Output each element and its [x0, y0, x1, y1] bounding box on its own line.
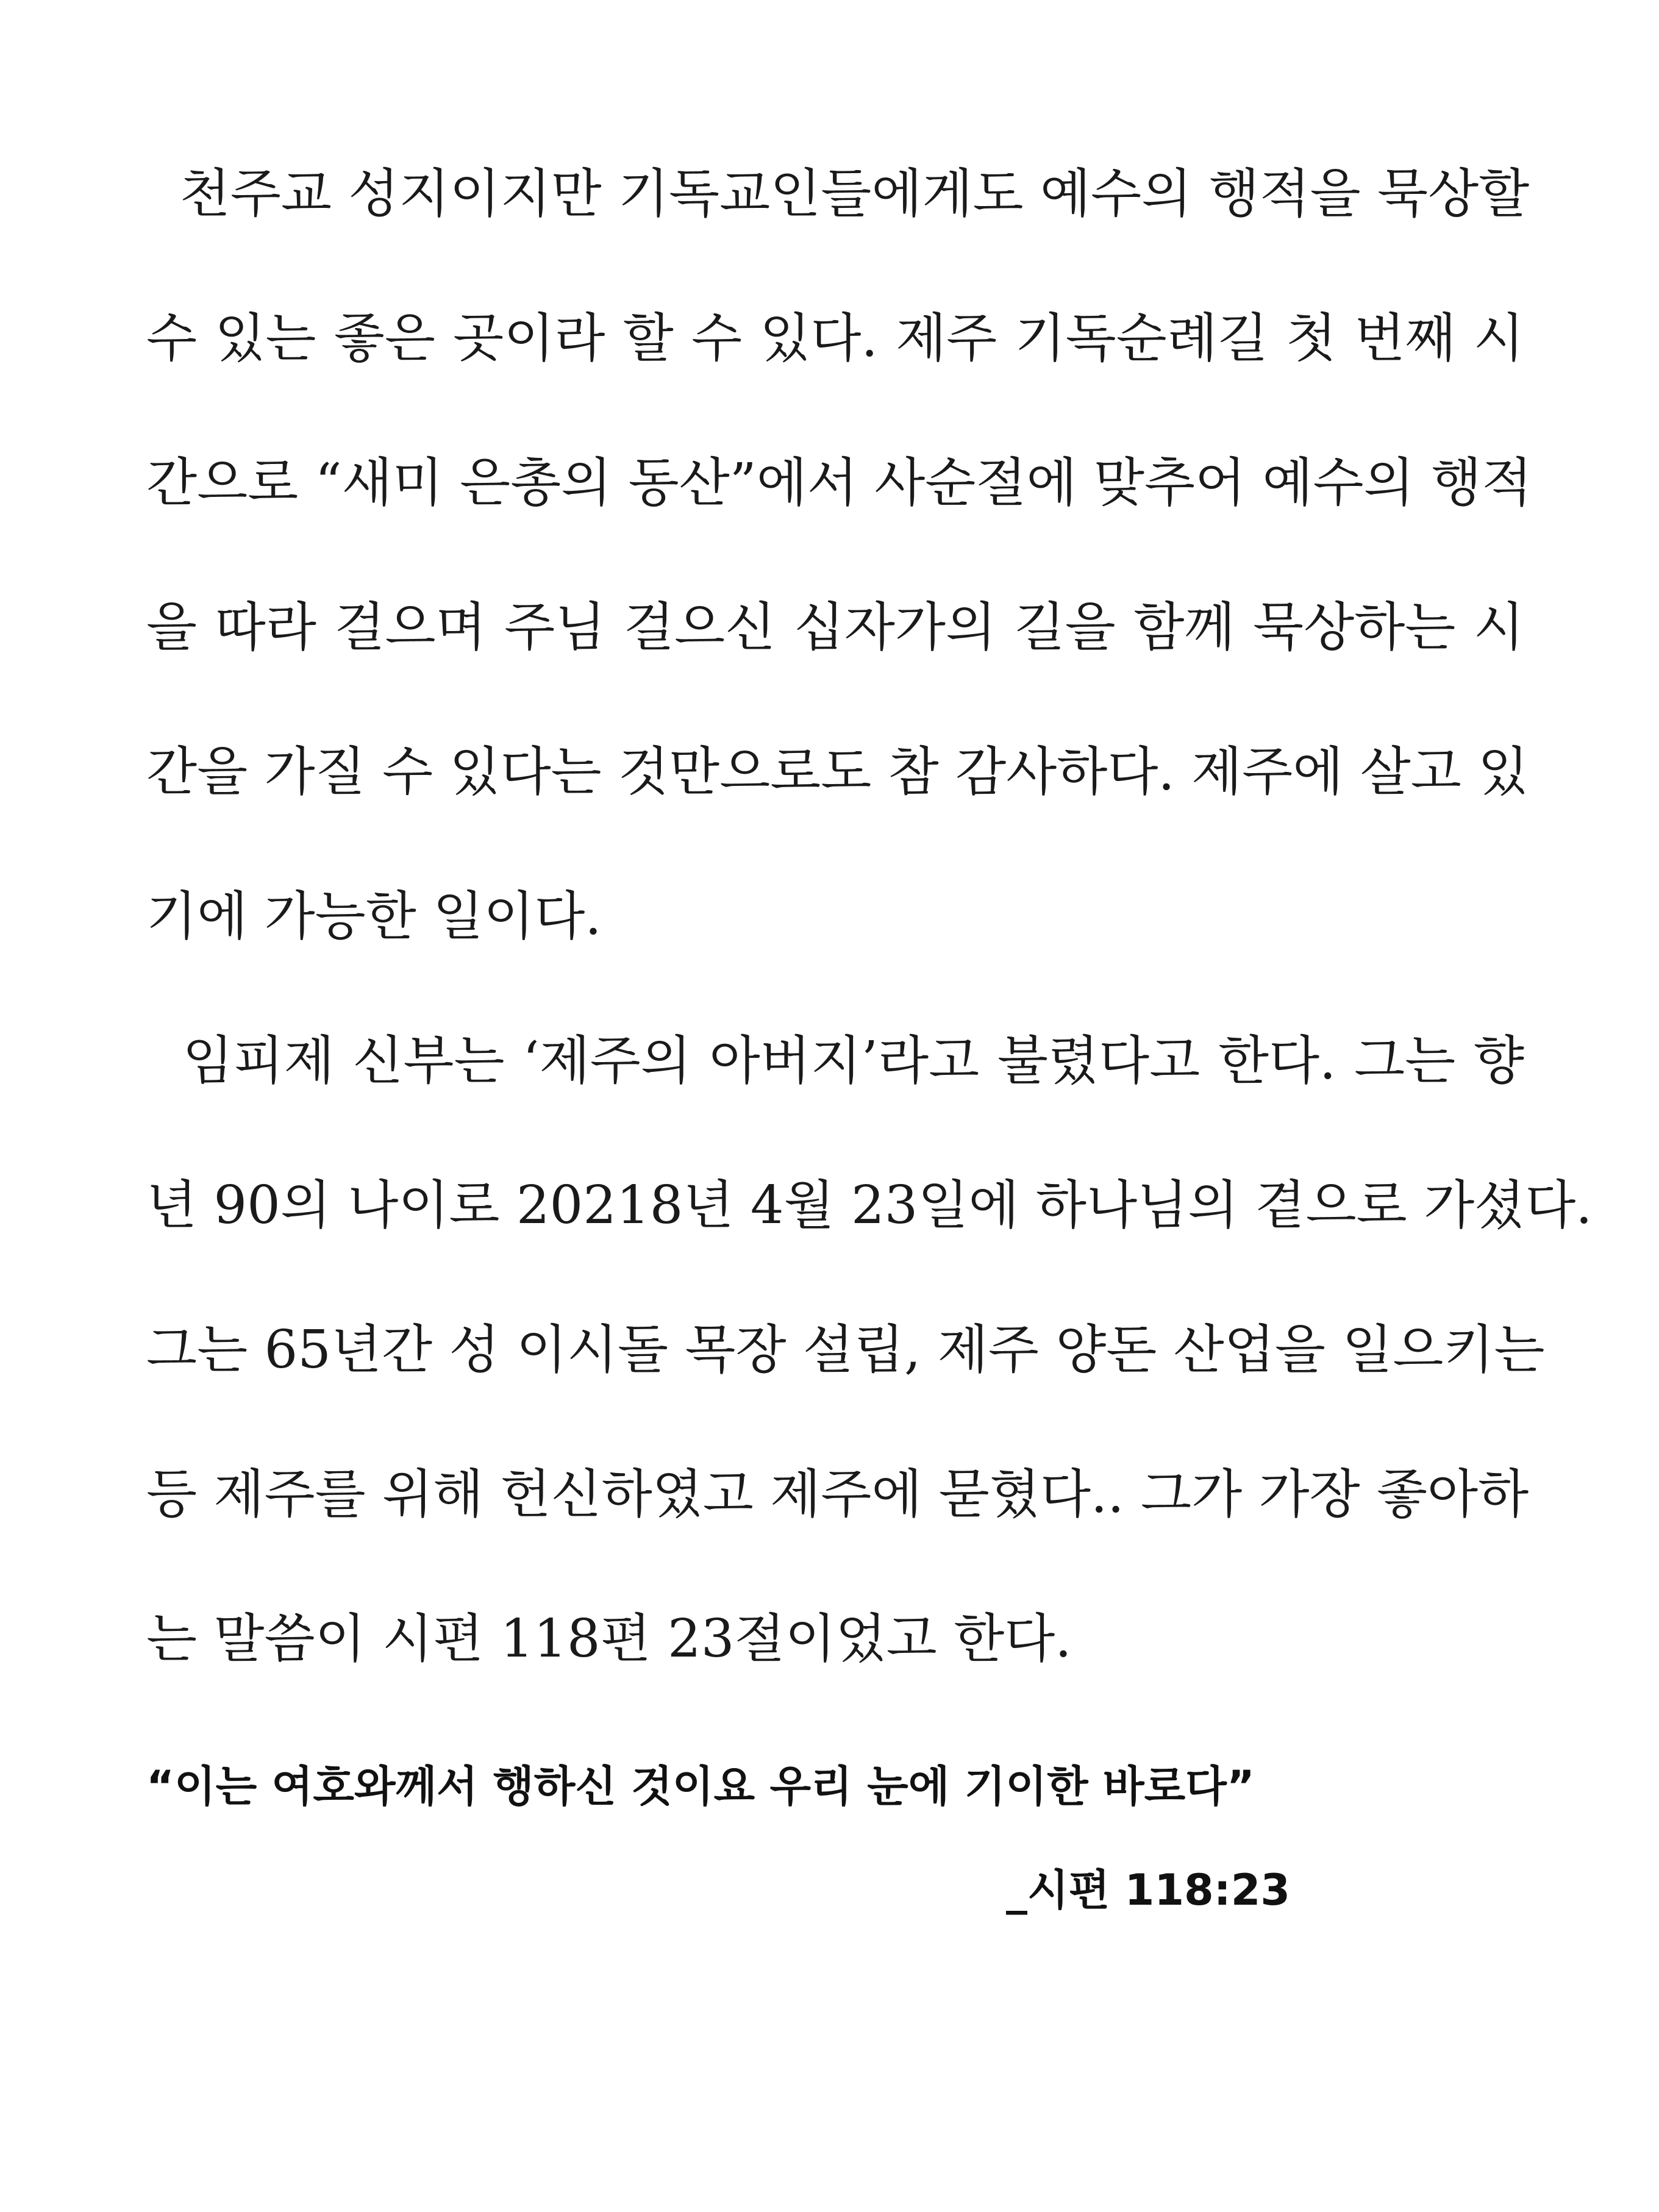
paragraph-1-line: 을 따라 걸으며 주님 걸으신 십자가의 길을 함께 묵상하는 시 [146, 597, 1524, 658]
paragraph-1-line: 수 있는 좋은 곳이라 할 수 있다. 제주 기독순례길 첫 번째 시 [146, 308, 1524, 369]
bible-verse-quote: “이는 여호와께서 행하신 것이요 우리 눈에 기이한 바로다” [146, 1761, 1255, 1811]
paragraph-2-line: 는 말씀이 시편 118편 23절이었고 한다. [146, 1608, 1072, 1669]
paragraph-1-line: 간으로 “새미 은총의 동산”에서 사순절에 맞추어 예수의 행적 [146, 452, 1533, 513]
paragraph-2-line: 등 제주를 위해 헌신하였고 제주에 묻혔다.. 그가 가장 좋아하 [146, 1464, 1529, 1525]
body-text [146, 122, 1593, 1711]
paragraph-2-line: 그는 65년간 성 이시돌 목장 설립, 제주 양돈 산업을 일으키는 [146, 1319, 1545, 1380]
paragraph-2-line: 년 90의 나이로 20218년 4월 23일에 하나님의 곁으로 가셨다. [146, 1175, 1593, 1236]
paragraph-1-line: 천주교 성지이지만 기독교인들에게도 예수의 행적을 묵상할 [146, 163, 1530, 224]
bible-verse-reference: _시편 118:23 [1006, 1865, 1291, 1915]
paragraph-1-line: 간을 가질 수 있다는 것만으로도 참 감사하다. 제주에 살고 있 [146, 741, 1529, 802]
paragraph-1-line: 기에 가능한 일이다. [146, 886, 602, 947]
paragraph-2-line: 임피제 신부는 ‘제주의 아버지’라고 불렸다고 한다. 그는 향 [146, 1030, 1524, 1091]
